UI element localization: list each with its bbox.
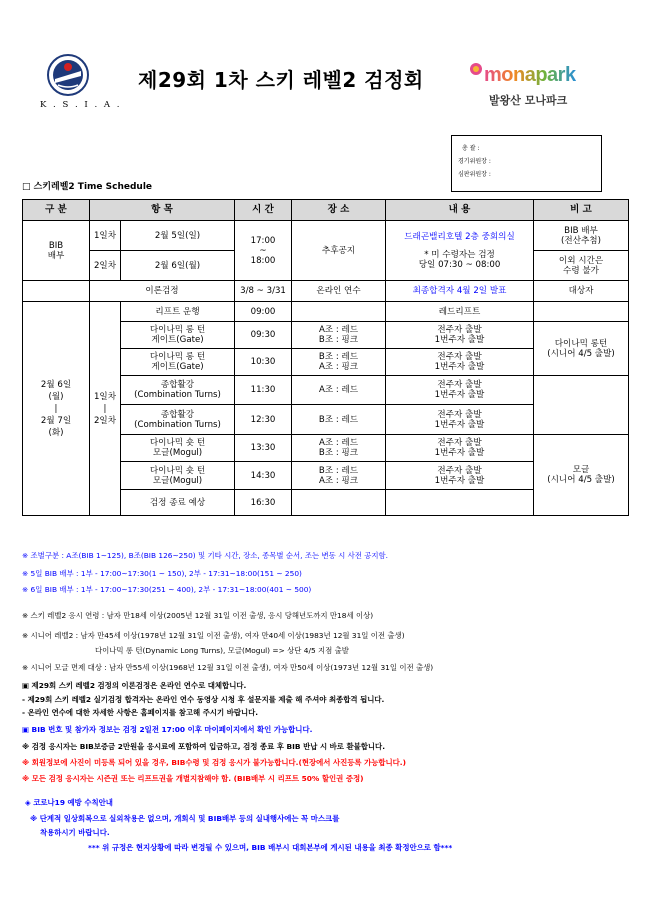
note-senior-start: 다이나믹 롱 턴(Dynamic Long Turns), 모글(Mogul) => 상단 4/5 지점 출발 xyxy=(95,646,349,655)
row-content xyxy=(386,490,534,516)
row-item: 다이나믹 롱 턴 게이트(Gate) xyxy=(121,349,235,376)
row-time: 10:30 xyxy=(235,349,292,376)
day1-cell: 1일차 xyxy=(90,221,121,251)
header-time: 시 간 xyxy=(235,200,292,221)
header-place: 장 소 xyxy=(292,200,386,221)
note-mogul: 모글 (시니어 4/5 출발) xyxy=(534,435,629,516)
day2-cell: 2일차 xyxy=(90,251,121,281)
note-covid-title: ◈ 코로나19 예방 수칙안내 xyxy=(25,798,113,807)
note-photo-required: ※ 회원정보에 사진이 미등록 되어 있을 경우, BIB수령 및 검정 응시가 불가능합니다.(현장에서 사진등록 가능합니다.) xyxy=(22,758,406,767)
theory-time-cell: 3/8 ~ 3/31 xyxy=(235,281,292,302)
note-bib-check: ▣ BIB 번호 및 참가자 정보는 검정 2일전 17:00 이후 마이페이지에서 확인 가능합니다. xyxy=(22,725,313,734)
note-final-rule: *** 위 규정은 현지상황에 따라 변경될 수 있으며, BIB 배부시 대회본부에 게시된 내용을 최종 확정안으로 함*** xyxy=(88,843,453,852)
signoff-box xyxy=(451,135,602,192)
brand-logo-text: monapark xyxy=(484,64,576,86)
bib-venue: 드래곤밸리호텔 2층 중회의실 xyxy=(404,231,515,242)
note-final-pass: - 제29회 스키 레벨2 실기검정 합격자는 온라인 연수 동영상 시청 후 설문지를 제출 해 주셔야 최종합격 됩니다. xyxy=(22,695,385,704)
row-time: 14:30 xyxy=(235,462,292,490)
bib-place-cell: 추후공지 xyxy=(292,221,386,281)
bib-note-1: BIB 배부 (전산추첨) xyxy=(534,221,629,251)
row-place xyxy=(292,490,386,516)
day2-date-cell: 2월 6일(월) xyxy=(121,251,235,281)
row-note-empty xyxy=(534,302,629,322)
table-header-row xyxy=(23,200,629,221)
table-row xyxy=(23,302,629,322)
note-bib-deposit: ※ 검정 응시자는 BIB보증금 2만원을 응시료에 포함하여 입금하고, 검정 종료 후 BIB 반납 시 바로 환불합니다. xyxy=(22,742,386,751)
note-theory-online: ▣ 제29회 스키 레벨2 검정의 이론검정은 온라인 연수로 대체합니다. xyxy=(22,681,247,690)
row-time: 13:30 xyxy=(235,435,292,462)
monapark-leaf-icon xyxy=(469,62,483,76)
bib-time-cell: 17:00 ~ 18:00 xyxy=(235,221,292,281)
row-item: 다이나믹 롱 턴 게이트(Gate) xyxy=(121,322,235,349)
row-time: 09:30 xyxy=(235,322,292,349)
bib-group-cell: BIB 배부 xyxy=(23,221,90,281)
theory-item-cell: 이론검정 xyxy=(90,281,235,302)
note-online-details: - 온라인 연수에 대한 자세한 사항은 홈페이지를 참고해 주시기 바랍니다. xyxy=(22,708,259,717)
note-senior-level2: ※ 시니어 레벨2 : 남자 만45세 이상(1978년 12월 31일 이전 출생), 여자 만40세 이상(1983년 12월 31일 이전 출생) xyxy=(22,631,405,640)
note-lift-ticket: ※ 모든 검정 응시자는 시즌권 또는 리프트권을 개별지참해야 함. (BIB배부 시 리프트 50% 할인권 증정) xyxy=(22,774,364,783)
empty-cell xyxy=(23,281,90,302)
page-title: 제29회 1차 스키 레벨2 검정회 xyxy=(138,68,424,92)
row-item: 검정 종료 예상 xyxy=(121,490,235,516)
row-content: 레드리프트 xyxy=(386,302,534,322)
row-item: 다이나믹 숏 턴 모글(Mogul) xyxy=(121,435,235,462)
row-place: B조 : 레드 xyxy=(292,405,386,435)
note-covid-mask: ※ 단계적 일상회복으로 실외착용은 없으며, 개회식 및 BIB배부 등의 실내행사에는 꼭 마스크를 xyxy=(30,814,340,823)
signoff-line-1: 총 괄 : xyxy=(462,145,480,152)
row-content: 전주자 출발 1번주자 출발 xyxy=(386,322,534,349)
row-place: A조 : 레드 B조 : 핑크 xyxy=(292,322,386,349)
schedule-table xyxy=(22,199,629,516)
bib-note-2: 이외 시간은 수령 불가 xyxy=(534,251,629,281)
exam-days-cell: 1일차 | 2일차 xyxy=(90,302,121,516)
org-abbreviation: K . S . I . A . xyxy=(40,100,122,110)
row-place: B조 : 레드 A조 : 핑크 xyxy=(292,462,386,490)
theory-content-cell: 최종합격자 4월 2일 발표 xyxy=(386,281,534,302)
row-time: 16:30 xyxy=(235,490,292,516)
row-note-empty xyxy=(534,376,629,435)
row-place xyxy=(292,302,386,322)
row-place: B조 : 레드 A조 : 핑크 xyxy=(292,349,386,376)
row-content: 전주자 출발 1번주자 출발 xyxy=(386,405,534,435)
row-item: 종합활강 (Combination Turns) xyxy=(121,405,235,435)
note-mogul-exemption: ※ 시니어 모글 면제 대상 : 남자 만55세 이상(1968년 12월 31일 이전 출생), 여자 만50세 이상(1973년 12월 31일 이전 출생) xyxy=(22,663,434,672)
brand-subtitle: 발왕산 모나파크 xyxy=(489,94,568,107)
table-row xyxy=(23,221,629,251)
row-item: 종합활강 (Combination Turns) xyxy=(121,376,235,405)
header-category: 구 분 xyxy=(23,200,90,221)
row-content: 전주자 출발 1번주자 출발 xyxy=(386,349,534,376)
header-content: 내 용 xyxy=(386,200,534,221)
day1-date-cell: 2월 5일(일) xyxy=(121,221,235,251)
signoff-line-3: 심판위원장 : xyxy=(458,171,491,178)
row-time: 09:00 xyxy=(235,302,292,322)
note-group-division: ※ 조별구분 : A조(BIB 1~125), B조(BIB 126~250) 및 기타 시간, 장소, 종목별 순서, 조는 변동 시 사전 공지함. xyxy=(22,551,388,560)
signoff-line-2: 경기위원장 : xyxy=(458,158,491,165)
row-content: 전주자 출발 1번주자 출발 xyxy=(386,435,534,462)
note-age-requirement: ※ 스키 레벨2 응시 연령 : 남자 만18세 이상(2005년 12월 31일 이전 출생, 응시 당해년도까지 만18세 이상) xyxy=(22,611,374,620)
row-time: 11:30 xyxy=(235,376,292,405)
theory-place-cell: 온라인 연수 xyxy=(292,281,386,302)
row-content: 전주자 출발 1번주자 출발 xyxy=(386,462,534,490)
note-bib-day6: ※ 6일 BIB 배부 : 1부 - 17:00~17:30(251 ~ 400), 2부 - 17:31~18:00(401 ~ 500) xyxy=(22,585,312,594)
note-long-turn: 다이나믹 롱턴 (시니어 4/5 출발) xyxy=(534,322,629,376)
table-row xyxy=(23,281,629,302)
header-item: 항 목 xyxy=(90,200,235,221)
note-bib-day5: ※ 5일 BIB 배부 : 1부 - 17:00~17:30(1 ~ 150), 2부 - 17:31~18:00(151 ~ 250) xyxy=(22,569,302,578)
row-content: 전주자 출발 1번주자 출발 xyxy=(386,376,534,405)
row-place: A조 : 레드 B조 : 핑크 xyxy=(292,435,386,462)
row-item: 다이나믹 숏 턴 모글(Mogul) xyxy=(121,462,235,490)
exam-dates-cell: 2월 6일 (월) | 2월 7일 (화) xyxy=(23,302,90,516)
note-covid-mask-cont: 착용하시기 바랍니다. xyxy=(40,828,110,837)
section-title: □ 스키레벨2 Time Schedule xyxy=(22,182,153,192)
row-place: A조 : 레드 xyxy=(292,376,386,405)
bib-content-cell xyxy=(386,221,534,281)
header-note: 비 고 xyxy=(534,200,629,221)
row-time: 12:30 xyxy=(235,405,292,435)
bib-late-note: * 미 수령자는 검정 당일 07:30 ~ 08:00 xyxy=(418,249,501,270)
row-item: 리프트 운행 xyxy=(121,302,235,322)
theory-note-cell: 대상자 xyxy=(534,281,629,302)
ksia-emblem-icon xyxy=(38,52,98,98)
